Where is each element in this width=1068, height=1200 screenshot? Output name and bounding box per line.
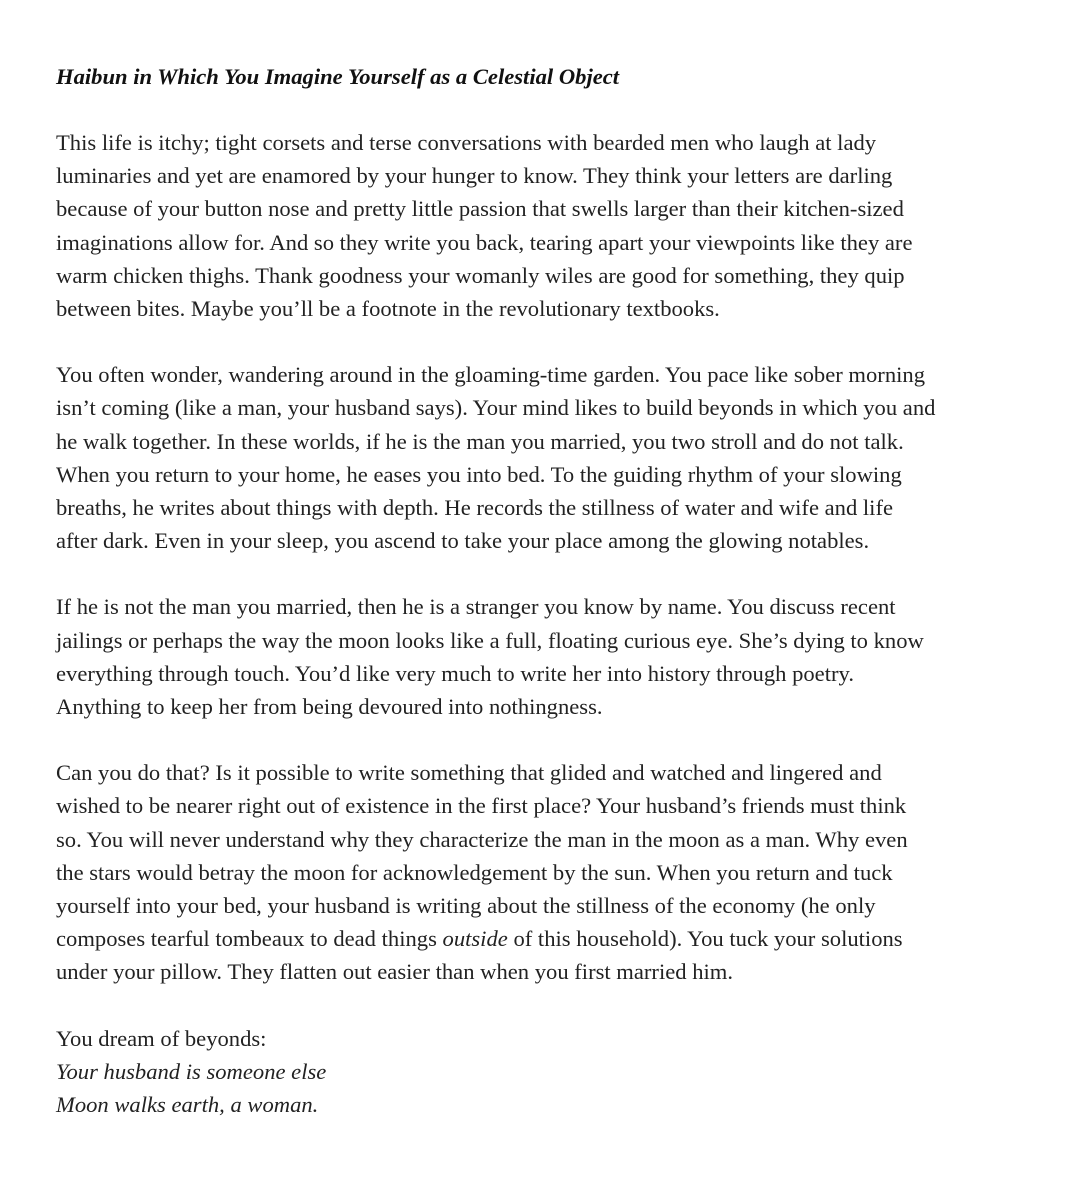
text-line: When you return to your home, he eases you into bed. To the guiding rhythm of your slowing (56, 461, 902, 487)
text-line: You often wonder, wandering around in the gloaming-time garden. You pace like sober morning (56, 362, 925, 388)
text-line: because of your button nose and pretty little passion that swells larger than their kitchen-sized (56, 196, 904, 222)
text-line: so. You will never understand why they characterize the man in the moon as a man. Why even (56, 826, 908, 852)
haiku-line-1: Your husband is someone else (56, 1058, 327, 1084)
paragraph-4 (56, 756, 1046, 988)
haiku (56, 1022, 1046, 1122)
text-segment: composes tearful tombeaux to dead things (56, 926, 443, 952)
text-line: luminaries and yet are enamored by your hunger to know. They think your letters are darling (56, 163, 893, 189)
haiku-line-2: Moon walks earth, a woman. (56, 1092, 319, 1118)
text-line: between bites. Maybe you’ll be a footnote in the revolutionary textbooks. (56, 296, 720, 322)
text-line: jailings or perhaps the way the moon looks like a full, floating curious eye. She’s dying to know (56, 627, 924, 653)
text-line: under your pillow. They flatten out easier than when you first married him. (56, 959, 734, 985)
text-line: imaginations allow for. And so they write you back, tearing apart your viewpoints like they are (56, 229, 913, 255)
paragraph-2 (56, 358, 1046, 557)
text-line-mixed (56, 922, 1046, 955)
haiku-intro: You dream of beyonds: (56, 1025, 267, 1051)
text-line: This life is itchy; tight corsets and terse conversations with bearded men who laugh at lady (56, 130, 877, 155)
text-line: the stars would betray the moon for acknowledgement by the sun. When you return and tuck (56, 859, 893, 885)
text-line: Can you do that? Is it possible to write something that glided and watched and lingered and (56, 760, 882, 786)
text-line: isn’t coming (like a man, your husband says). Your mind likes to build beyonds in which you and (56, 395, 936, 421)
paragraph-1 (56, 126, 1046, 325)
text-line: breaths, he writes about things with depth. He records the stillness of water and wife and life (56, 495, 893, 521)
text-line: yourself into your bed, your husband is writing about the stillness of the economy (he only (56, 893, 876, 919)
italic-word: outside (442, 926, 508, 952)
poem-title: Haibun in Which You Imagine Yourself as a Celestial Object (56, 64, 620, 89)
text-line: Anything to keep her from being devoured into nothingness. (56, 694, 603, 720)
text-segment: of this household). You tuck your solutions (507, 926, 903, 952)
paragraph-3 (56, 590, 1046, 723)
text-line: wished to be nearer right out of existence in the first place? Your husband’s friends must think (56, 793, 907, 819)
text-line: he walk together. In these worlds, if he is the man you married, you two stroll and do not talk. (56, 428, 904, 454)
text-line: after dark. Even in your sleep, you ascend to take your place among the glowing notables. (56, 528, 870, 554)
document-page (56, 60, 1046, 1121)
text-line: warm chicken thighs. Thank goodness your womanly wiles are good for something, they quip (56, 262, 905, 288)
text-line: everything through touch. You’d like very much to write her into history through poetry. (56, 660, 854, 686)
text-line: If he is not the man you married, then he is a stranger you know by name. You discuss recent (56, 594, 896, 620)
